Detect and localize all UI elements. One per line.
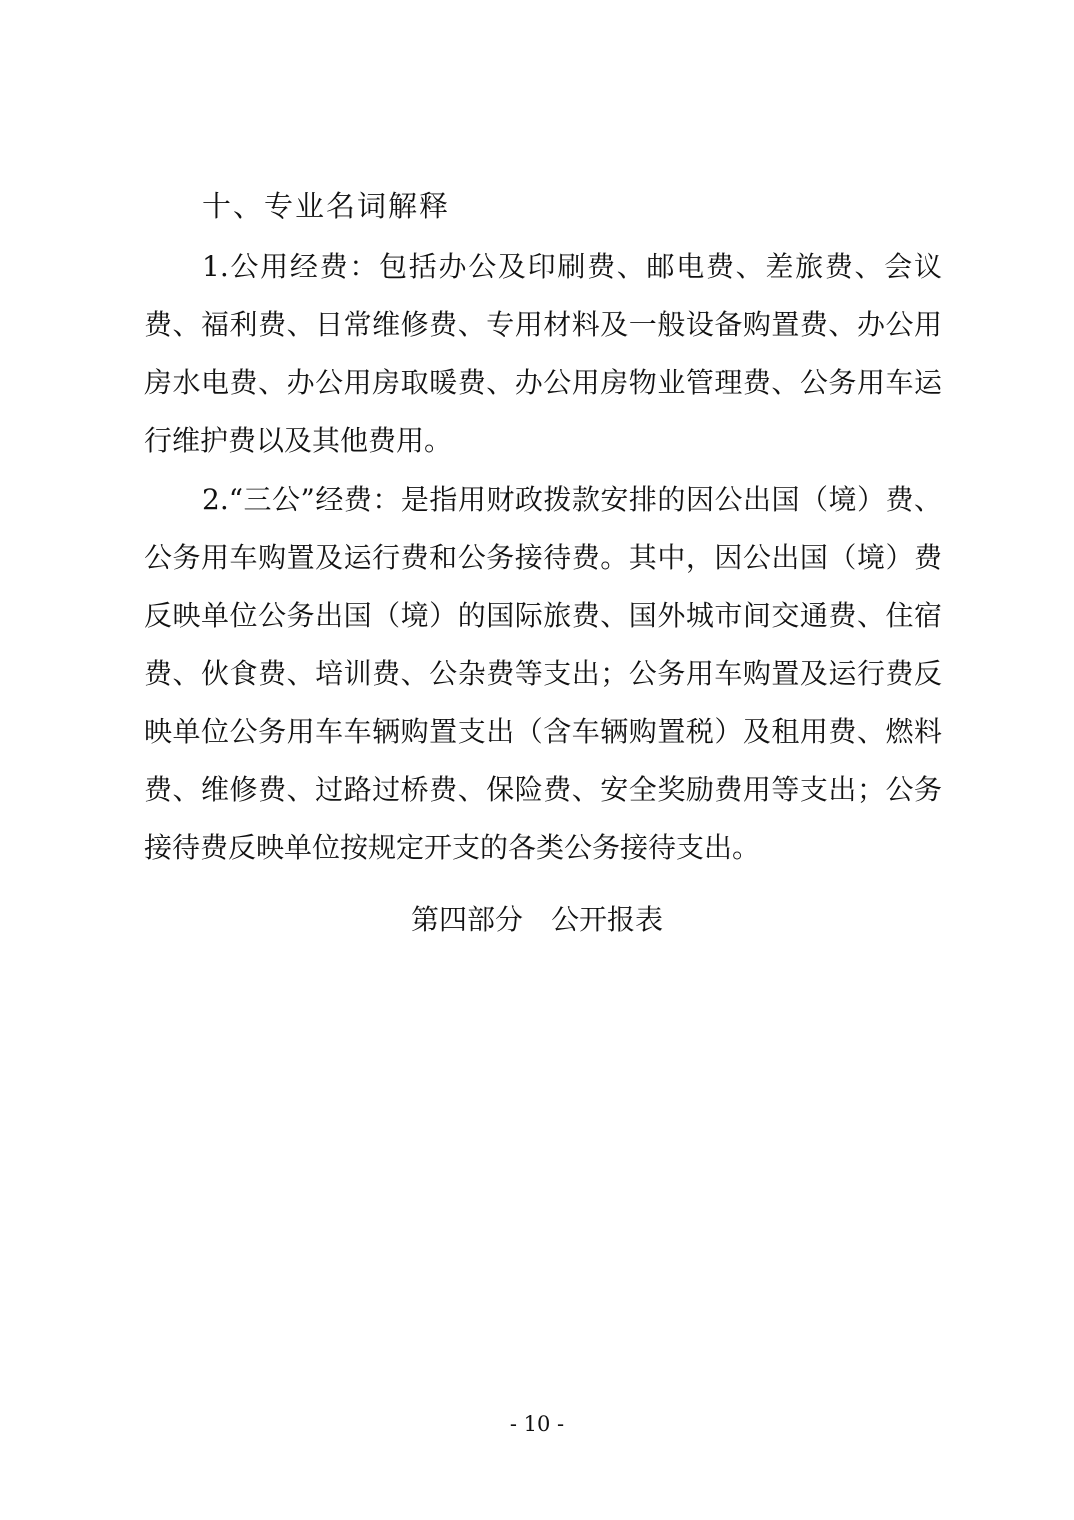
paragraph-public-funds: 1.公用经费：包括办公及印刷费、邮电费、差旅费、会议费、福利费、日常维修费、专用材料及一般设备购置费、办公用房水电费、办公用房取暖费、办公用房物业管理费、公务用车运行维护费以及其他费用。 — [144, 250, 942, 457]
page-number: - 10 - — [509, 1412, 565, 1436]
paragraph-three-public-funds: 2.“三公”经费：是指用财政拨款安排的因公出国（境）费、公务用车购置及运行费和公务接待费。其中，因公出国（境）费反映单位公务出国（境）的国际旅费、国外城市间交通费、住宿费、伙食费、培训费、公杂费等支出；公务用车购置及运行费反映单位公务用车车辆购置支出（含车辆购置税）及租用费、燃料费、维修费、过路过桥费、保险费、安全奖励费用等支出；公务接待费反映单位按规定开支的各类公务接待支出。 — [144, 483, 942, 864]
section-heading: 十、专业名词解释 — [202, 189, 451, 223]
part-title: 第四部分 公开报表 — [410, 903, 663, 936]
